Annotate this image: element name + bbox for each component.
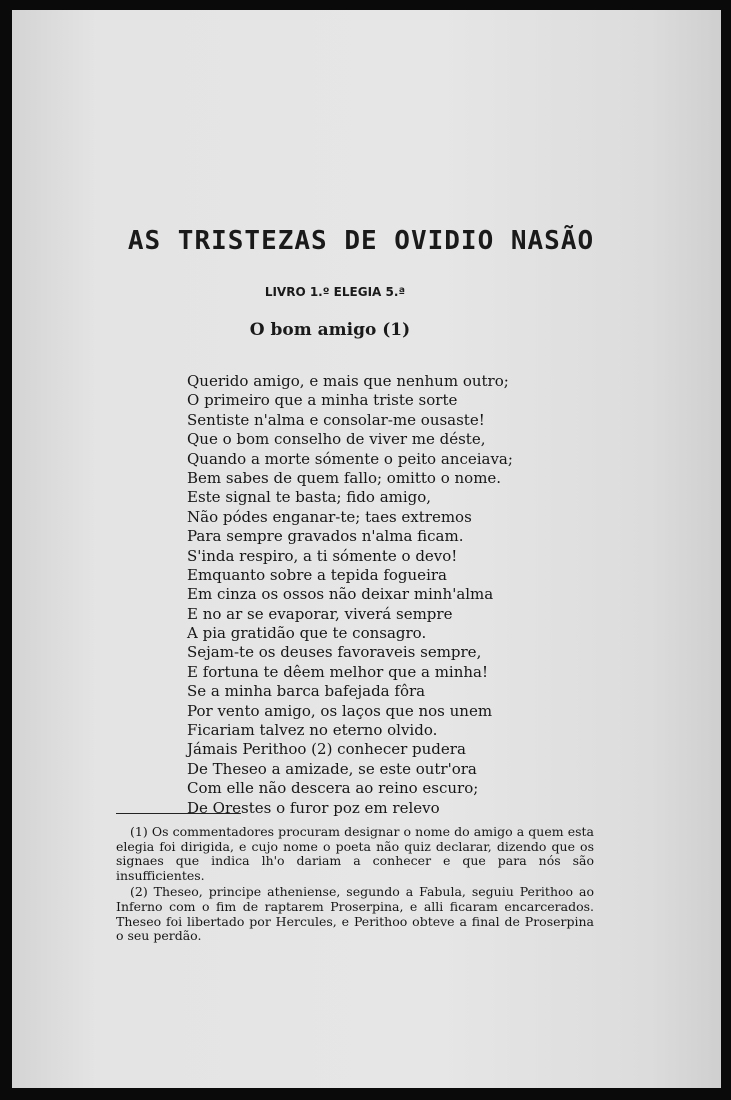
poem-line: Este signal te basta; fido amigo, <box>187 488 432 507</box>
poem-body <box>187 372 527 818</box>
poem-line: Não pódes enganar-te; taes extremos <box>187 507 472 526</box>
footnote-1: (1) Os commentadores procuram designar o nome do amigo a quem esta elegia foi dirigida, e cujo nome o poeta não quiz declarar, dizendo que os signaes que indica lh'o dariam a conhecer e que para nós são insufficientes. <box>116 824 594 883</box>
poem-line: Querido amigo, e mais que nenhum outro; <box>187 372 509 390</box>
poem-line: Por vento amigo, os laços que nos unem <box>187 701 493 720</box>
poem-line: A pia gratidão que te consagro. <box>187 624 427 643</box>
poem-line: E fortuna te dêem melhor que a minha! <box>187 662 489 681</box>
poem-line: De Orestes o furor poz em relevo <box>187 798 440 817</box>
poem-title: O bom amigo (1) <box>249 320 411 340</box>
poem-line: Emquanto sobre a tepida fogueira <box>187 565 447 584</box>
page-title: AS TRISTEZAS DE OVIDIO NASÃO <box>127 226 595 256</box>
poem-line: De Theseo a amizade, se este outr'ora <box>187 759 477 778</box>
poem-line: Que o bom conselho de viver me déste, <box>187 430 486 449</box>
poem-line: Em cinza os ossos não deixar minh'alma <box>187 585 494 604</box>
poem-line: Ficariam talvez no eterno olvido. <box>187 721 438 740</box>
poem-line: Com elle não descera ao reino escuro; <box>187 779 479 798</box>
poem-line: Sentiste n'alma e consolar-me ousaste! <box>187 410 485 429</box>
poem-line: Se a minha barca bafejada fôra <box>187 682 426 701</box>
footnotes <box>116 825 594 946</box>
poem-line: O primeiro que a minha triste sorte <box>187 391 458 410</box>
footnote-divider <box>116 813 241 814</box>
poem-line: S'inda respiro, a ti sómente o devo! <box>187 546 458 565</box>
poem-line: Quando a morte sómente o peito anceiava; <box>187 449 513 468</box>
footnote-2: (2) Theseo, principe atheniense, segundo a Fabula, seguiu Perithoo ao Inferno com o fim de raptarem Proserpina, e alli ficaram encarcerados. Theseo foi libertado por Hercules, e Perithoo obteve a final de Proserpina o seu perdão. <box>116 884 594 944</box>
poem-line: Jámais Perithoo (2) conhecer pudera <box>187 740 466 759</box>
poem-line: Para sempre gravados n'alma ficam. <box>187 527 464 546</box>
book-elegy-subtitle: LIVRO 1.º ELEGIA 5.ª <box>264 285 406 299</box>
poem-line: Sejam-te os deuses favoraveis sempre, <box>187 643 482 662</box>
poem-line: E no ar se evaporar, viverá sempre <box>187 604 453 623</box>
poem-line: Bem sabes de quem fallo; omitto o nome. <box>187 468 502 487</box>
